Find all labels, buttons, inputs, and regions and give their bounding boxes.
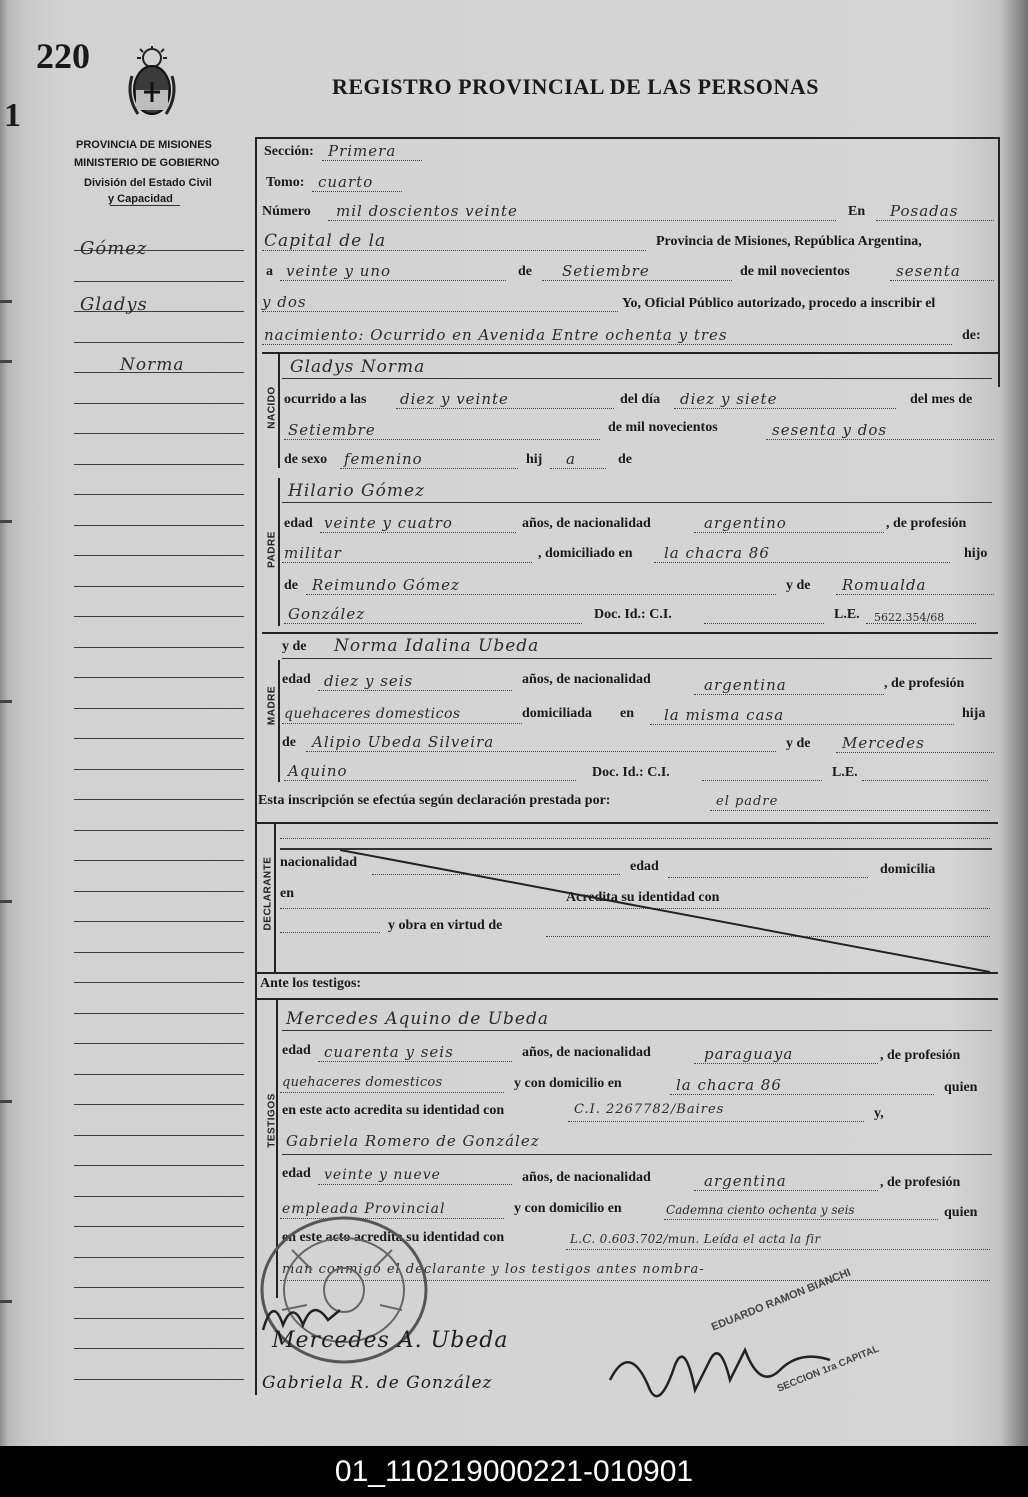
dotted-line [262, 250, 646, 251]
fecha-mes-value: Setiembre [562, 262, 650, 280]
dotted-line [568, 1121, 864, 1122]
section-line [262, 632, 998, 634]
line [282, 502, 992, 503]
de-label: de [618, 452, 632, 467]
madre-domicilio-value: la misma casa [664, 706, 785, 724]
dotted-line [670, 1094, 934, 1095]
margin-rule [74, 708, 244, 709]
dotted-line [664, 1219, 938, 1220]
y-de-label: y de [282, 639, 307, 654]
dotted-line [318, 1061, 512, 1062]
page-number: 220 [36, 36, 90, 76]
anios-label: años, de nacionalidad [522, 672, 651, 687]
domiciliado-label: , domiciliado en [538, 546, 633, 561]
margin-rule [74, 738, 244, 739]
margin-rule [74, 1074, 244, 1075]
margin-rule [74, 860, 244, 861]
tab-declarante: DECLARANTE [262, 856, 274, 931]
dotted-line [322, 160, 422, 161]
padre-nombre: Hilario Gómez [288, 481, 425, 501]
margin-rule [74, 921, 244, 922]
acta-value: nacimiento: Ocurrido en Avenida Entre ochenta y tres [264, 326, 728, 344]
dotted-line [654, 562, 950, 563]
anio-nacido-value: sesenta y dos [772, 421, 888, 439]
quien-label: quien [944, 1080, 978, 1095]
testigo2-nacionalidad-value: argentina [704, 1172, 787, 1190]
en-value: Posadas [890, 202, 959, 220]
dotted-line [890, 280, 994, 281]
section-line [256, 998, 998, 1000]
testigo2-acredita-value: L.C. 0.603.702/mun. Leída el acta la fir [570, 1232, 821, 1246]
coat-of-arms-icon [126, 46, 178, 118]
margin-rule [74, 677, 244, 678]
dotted-line [262, 344, 952, 345]
testigo1-acredita-value: C.I. 2267782/Baires [574, 1102, 725, 1117]
de-label: de [284, 578, 298, 593]
edad-label: edad [284, 516, 313, 531]
binding-mark [0, 900, 12, 903]
province-label: PROVINCIA DE MISIONES [76, 139, 212, 151]
oficial-text: Yo, Oficial Público autorizado, procedo a inscribir el [622, 296, 936, 311]
declaracion-value: el padre [716, 794, 779, 809]
profesion-label: , de profesión [880, 1175, 961, 1190]
form-left-border [255, 137, 257, 1395]
dotted-line [694, 694, 884, 695]
margin-rule [74, 1104, 244, 1105]
dotted-line [318, 690, 512, 691]
margin-rule [74, 1196, 244, 1197]
underline [110, 205, 180, 206]
margin-rule [74, 799, 244, 800]
seccion-label: Sección: [264, 144, 314, 159]
margin-surname: Gómez [80, 238, 148, 259]
acredita-label: Acredita su identidad con [566, 890, 720, 905]
anios-label: años, de nacionalidad [522, 1170, 651, 1185]
dotted-line [262, 311, 618, 312]
margin-rule [74, 464, 244, 465]
hij-label: hij [526, 452, 543, 467]
section-line [256, 822, 998, 824]
capital-value: Capital de la [264, 231, 387, 251]
margin-rule [74, 403, 244, 404]
line [282, 1030, 992, 1031]
domicilio-label: y con domicilio en [514, 1076, 622, 1091]
signature-testigo1: Mercedes A. Ubeda [272, 1328, 509, 1353]
anios-label: años, de nacionalidad [522, 1045, 651, 1060]
de-label: de [282, 735, 296, 750]
madre-edad-value: diez y seis [324, 672, 414, 690]
padre-edad-value: veinte y cuatro [324, 514, 453, 532]
margin-second-name: Norma [120, 355, 185, 375]
dotted-line [550, 468, 606, 469]
binding-mark [0, 1300, 12, 1303]
madre-padre-value: Alipio Ubeda Silveira [312, 733, 495, 751]
section-tab-border [278, 478, 280, 626]
margin-rule [74, 433, 244, 434]
dotted-line [320, 532, 516, 533]
dotted-line [340, 468, 518, 469]
en-label: en [280, 886, 294, 901]
le-label: L.E. [834, 607, 860, 622]
sexo-label: de sexo [284, 452, 328, 467]
dotted-line [282, 723, 522, 724]
dotted-line [866, 623, 976, 624]
form-top-border [255, 137, 1000, 139]
margin-rule [74, 525, 244, 526]
dotted-line [694, 532, 884, 533]
edad-label: edad [282, 1166, 311, 1181]
line [282, 378, 992, 379]
margin-rule [74, 1226, 244, 1227]
nacionalidad-label: nacionalidad [280, 855, 358, 870]
margin-rule [74, 1257, 244, 1258]
testigo1-profesion-value: quehaceres domesticos [282, 1075, 443, 1090]
binding-mark [0, 1100, 12, 1103]
madre-madre-value: Mercedes [842, 734, 925, 752]
dotted-line [702, 780, 822, 781]
y-de-label: y de [786, 736, 811, 751]
division-label-2: y Capacidad [108, 193, 173, 205]
a-label: a [266, 264, 273, 279]
de-label: de [518, 264, 532, 279]
official-signature-icon [600, 1320, 870, 1420]
section-tab-border [278, 352, 280, 468]
dotted-line [674, 408, 896, 409]
cross-out-line [340, 850, 1000, 974]
padre-domicilio-value: la chacra 86 [664, 544, 770, 562]
margin-rule [74, 494, 244, 495]
dotted-line [396, 408, 614, 409]
madre-nombre: Norma Idalina Ubeda [334, 636, 540, 656]
stamp-text: EDUARDO RAMON BIANCHI [709, 1266, 853, 1334]
margin-rule [74, 1043, 244, 1044]
mes-value: Setiembre [288, 421, 376, 439]
dotted-line [284, 780, 576, 781]
ocurrido-label: ocurrido a las [284, 392, 367, 407]
testigo2-profesion-value: empleada Provincial [282, 1201, 446, 1217]
dotted-line [836, 752, 994, 753]
line [282, 658, 992, 659]
margin-rule [74, 830, 244, 831]
mil-label: de mil novecientos [608, 420, 718, 435]
dotted-line [542, 280, 732, 281]
domicilia-label: domicilia [880, 862, 936, 877]
obra-label: y obra en virtud de [388, 918, 503, 933]
edge-mark: 1 [4, 97, 21, 134]
padre-padre-value: Reimundo Gómez [312, 576, 460, 594]
margin-rule [74, 342, 244, 343]
section-line [256, 972, 998, 974]
testigo1-nacionalidad-value: paraguaya [704, 1045, 794, 1063]
en-label: en [620, 706, 634, 721]
margin-rule [74, 1165, 244, 1166]
profesion-label: , de profesión [884, 676, 965, 691]
hijo-label: hijo [964, 546, 988, 561]
dotted-line [862, 780, 988, 781]
provincia-text: Provincia de Misiones, República Argentina, [656, 234, 922, 249]
dia-value: diez y siete [680, 390, 778, 408]
margin-rule [74, 586, 244, 587]
dotted-line [704, 623, 824, 624]
closing-line: man conmigo el declarante y los testigos antes nombra- [282, 1262, 705, 1277]
division-label: División del Estado Civil [84, 177, 212, 189]
acredita-label: en este acto acredita su identidad con [282, 1103, 505, 1118]
section-tab-border [274, 822, 276, 972]
anio-value: sesenta [896, 262, 961, 280]
mil-text: de mil novecientos [740, 264, 850, 279]
edad-label: edad [282, 1043, 311, 1058]
dotted-line [282, 562, 532, 563]
tomo-value: cuarto [318, 173, 374, 191]
madre-madre-value-2: Aquino [288, 762, 348, 780]
dotted-line [694, 1063, 878, 1064]
document-title: REGISTRO PROVINCIAL DE LAS PERSONAS [332, 74, 819, 99]
dotted-line [306, 594, 776, 595]
de-colon-label: de: [962, 328, 981, 343]
dotted-line [284, 439, 600, 440]
margin-rule [74, 952, 244, 953]
numero-value: mil doscientos veinte [336, 202, 518, 220]
quien-label: quien [944, 1205, 978, 1220]
tab-madre: MADRE [266, 685, 278, 726]
testigo1-edad-value: cuarenta y seis [324, 1043, 454, 1061]
margin-rule [74, 891, 244, 892]
section-tab-border [278, 660, 280, 782]
margin-rule [74, 982, 244, 983]
dotted-line [694, 1190, 878, 1191]
domiciliada-label: domiciliada [522, 706, 593, 721]
padre-madre-value-2: González [288, 605, 366, 623]
anio-value-2: y dos [262, 293, 307, 311]
padre-le-value: 5622.354/68 [874, 611, 945, 624]
margin-rule [74, 555, 244, 556]
en-label: En [848, 204, 866, 219]
binding-mark [0, 360, 12, 363]
line [282, 1154, 992, 1155]
tab-padre: PADRE [266, 531, 278, 568]
dotted-line [710, 810, 990, 811]
anios-label: años, de nacionalidad [522, 516, 651, 531]
madre-profesion-value: quehaceres domesticos [284, 706, 461, 722]
margin-rule [74, 1287, 244, 1288]
padre-nacionalidad-value: argentino [704, 514, 787, 532]
margin-rule [74, 1013, 244, 1014]
tab-nacido: NACIDO [266, 386, 278, 429]
dotted-line [280, 838, 990, 839]
margin-rule [74, 1379, 244, 1380]
numero-label: Número [262, 204, 311, 219]
footer-code: 01_110219000221-010901 [0, 1446, 1028, 1497]
profesion-label: , de profesión [886, 516, 967, 531]
acredita-label: en este acto acredita su identidad con [282, 1230, 505, 1245]
margin-rule [74, 281, 244, 282]
doc-label: Doc. Id.: C.I. [592, 765, 670, 780]
dotted-line [876, 220, 994, 221]
dotted-line [306, 751, 776, 752]
hija-label: hija [962, 706, 986, 721]
doc-label: Doc. Id.: C.I. [594, 607, 672, 622]
edad-label: edad [630, 859, 659, 874]
margin-rule [74, 769, 244, 770]
profesion-label: , de profesión [880, 1048, 961, 1063]
testigo2-edad-value: veinte y nueve [324, 1167, 441, 1183]
margin-rule [74, 647, 244, 648]
section-line [262, 352, 998, 354]
ministry-label: MINISTERIO DE GOBIERNO [74, 157, 220, 169]
dotted-line [650, 724, 954, 725]
seccion-value: Primera [328, 142, 397, 160]
binding-mark [0, 300, 12, 303]
stamp-text-2: SECCION 1ra CAPITAL [775, 1343, 881, 1395]
hora-value: diez y veinte [400, 390, 509, 408]
declaracion-text: Esta inscripción se efectúa según declaración prestada por: [258, 793, 611, 808]
y-label: y, [874, 1106, 884, 1121]
margin-rule [74, 1348, 244, 1349]
y-de-label: y de [786, 578, 811, 593]
binding-mark [0, 520, 12, 523]
del-mes-label: del mes de [910, 392, 973, 407]
testigo1-domicilio-value: la chacra 86 [676, 1076, 782, 1094]
le-label: L.E. [832, 765, 858, 780]
hij-value: a [566, 450, 576, 468]
testigo2-nombre: Gabriela Romero de González [286, 1132, 540, 1150]
ante-testigos-label: Ante los testigos: [260, 976, 362, 991]
domicilio-label: y con domicilio en [514, 1201, 622, 1216]
binding-mark [0, 700, 12, 703]
dotted-line [766, 439, 994, 440]
fecha-dia-value: veinte y uno [286, 262, 392, 280]
nacido-nombre: Gladys Norma [290, 357, 426, 377]
dotted-line [280, 1092, 504, 1093]
dotted-line [566, 1249, 990, 1250]
dotted-line [318, 1184, 512, 1185]
dotted-line [328, 220, 836, 221]
dotted-line [312, 191, 402, 192]
tab-testigos: TESTIGOS [266, 1093, 278, 1148]
form-right-border [998, 137, 1000, 387]
margin-first-name: Gladys [80, 294, 148, 315]
padre-profesion-value: militar [284, 544, 342, 562]
edad-label: edad [282, 672, 311, 687]
del-dia-label: del día [620, 392, 661, 407]
testigo1-nombre: Mercedes Aquino de Ubeda [286, 1009, 550, 1029]
dotted-line [836, 594, 994, 595]
signature-testigo2: Gabriela R. de González [262, 1373, 493, 1393]
padre-madre-value: Romualda [842, 576, 927, 594]
dotted-line [284, 623, 582, 624]
margin-rule [74, 616, 244, 617]
margin-rule [74, 1135, 244, 1136]
dotted-line [280, 280, 506, 281]
testigo2-domicilio-value: Cademna ciento ochenta y seis [666, 1203, 855, 1217]
madre-nacionalidad-value: argentina [704, 676, 787, 694]
margin-rule [74, 1318, 244, 1319]
sexo-value: femenino [344, 450, 423, 468]
tomo-label: Tomo: [266, 175, 305, 190]
